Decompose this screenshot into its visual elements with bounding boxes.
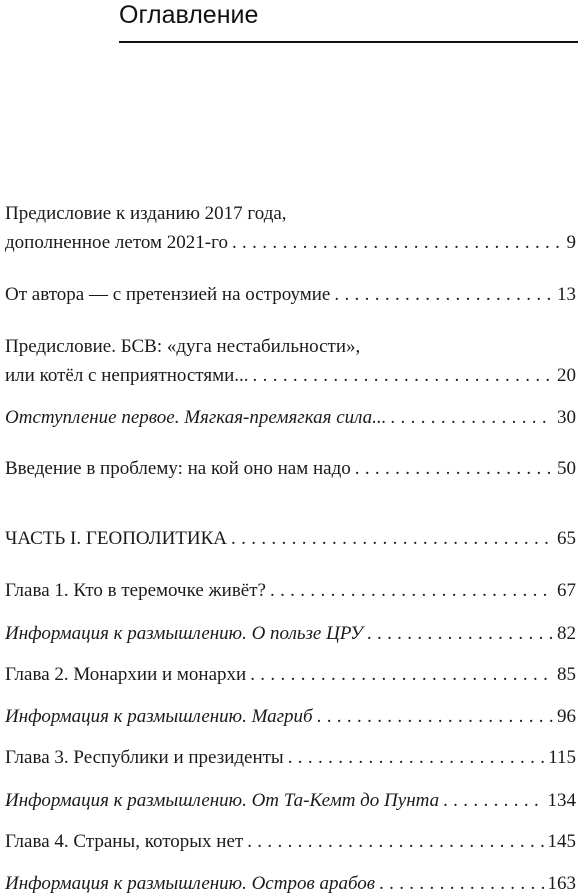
toc-page-number: 115 (548, 747, 576, 768)
toc-entry-part-one[interactable] (5, 527, 576, 551)
toc-page-number: 50 (557, 458, 576, 479)
toc-entry-preface-2017[interactable] (5, 231, 576, 255)
toc-entry-preface-2017-line1[interactable] (5, 202, 576, 226)
toc-page-number: 13 (557, 284, 576, 305)
dot-leader (334, 283, 553, 307)
toc-entry-text: Предисловие. БСВ: «дуга нестабильности», (5, 336, 361, 357)
dot-leader (231, 527, 553, 551)
toc-entry-chapter-2[interactable] (5, 663, 576, 687)
toc-entry-text: ЧАСТЬ I. ГЕОПОЛИТИКА (5, 528, 228, 549)
toc-entry-text: Введение в проблему: на кой оно нам надо (5, 458, 351, 479)
dot-leader (443, 789, 543, 813)
dot-leader (253, 364, 553, 388)
toc-page-number: 82 (557, 623, 576, 644)
toc-page-number: 134 (547, 790, 576, 811)
toc-entry-text: Информация к размышлению. О пользе ЦРУ (5, 623, 363, 644)
toc-entry-text: Информация к размышлению. Магриб (5, 706, 313, 727)
toc-entry-text: Глава 3. Республики и президенты (5, 747, 284, 768)
toc-page-number: 65 (557, 528, 576, 549)
toc-page-number: 163 (547, 873, 576, 894)
toc-entry-info-maghreb[interactable] (5, 705, 576, 729)
toc-entry-text: Предисловие к изданию 2017 года, (5, 203, 287, 224)
toc-page-number: 20 (557, 365, 576, 386)
dot-leader (367, 622, 553, 646)
toc-entry-text: Информация к размышлению. Остров арабов (5, 873, 375, 894)
toc-entry-text: Глава 1. Кто в теремочке живёт? (5, 580, 266, 601)
toc-page-number: 85 (557, 664, 576, 685)
dot-leader (288, 746, 545, 770)
toc-entry-chapter-4[interactable] (5, 830, 576, 854)
dot-leader (390, 406, 553, 430)
dot-leader (270, 579, 553, 603)
toc-entry-from-author[interactable] (5, 283, 576, 307)
toc-page-number: 9 (566, 232, 576, 253)
dot-leader (317, 705, 553, 729)
toc-entry-info-island[interactable] (5, 872, 576, 896)
toc-entry-info-ta-kemt[interactable] (5, 789, 576, 813)
toc-entry-text: Отступление первое. Мягкая-премягкая сила... (5, 407, 387, 428)
toc-entry-digression-one[interactable] (5, 406, 576, 430)
toc-entry-info-cia[interactable] (5, 622, 576, 646)
toc-page-number: 30 (557, 407, 576, 428)
toc-entry-text: или котёл с неприятностями... (5, 365, 249, 386)
toc-page-number: 145 (547, 831, 576, 852)
toc-entry-chapter-1[interactable] (5, 579, 576, 603)
dot-leader (250, 663, 553, 687)
toc-entry-text: Глава 2. Монархии и монархи (5, 664, 247, 685)
toc-entry-preface-bsv[interactable] (5, 364, 576, 388)
toc-entry-introduction[interactable] (5, 457, 576, 481)
toc-entry-preface-bsv-line1[interactable] (5, 335, 576, 359)
toc-entry-text: Информация к размышлению. От Та-Кемт до Пунта (5, 790, 440, 811)
toc-page-number: 67 (557, 580, 576, 601)
toc-entry-text: Глава 4. Страны, которых нет (5, 831, 244, 852)
page-title: Оглавление (119, 1, 259, 29)
dot-leader (379, 872, 544, 896)
title-divider (119, 41, 578, 43)
toc-entry-text: От автора — с претензией на остроумие (5, 284, 331, 305)
toc-entry-chapter-3[interactable] (5, 746, 576, 770)
toc-page-number: 96 (557, 706, 576, 727)
dot-leader (247, 830, 543, 854)
dot-leader (355, 457, 553, 481)
toc-entry-text: дополненное летом 2021-го (5, 232, 228, 253)
dot-leader (232, 231, 563, 255)
